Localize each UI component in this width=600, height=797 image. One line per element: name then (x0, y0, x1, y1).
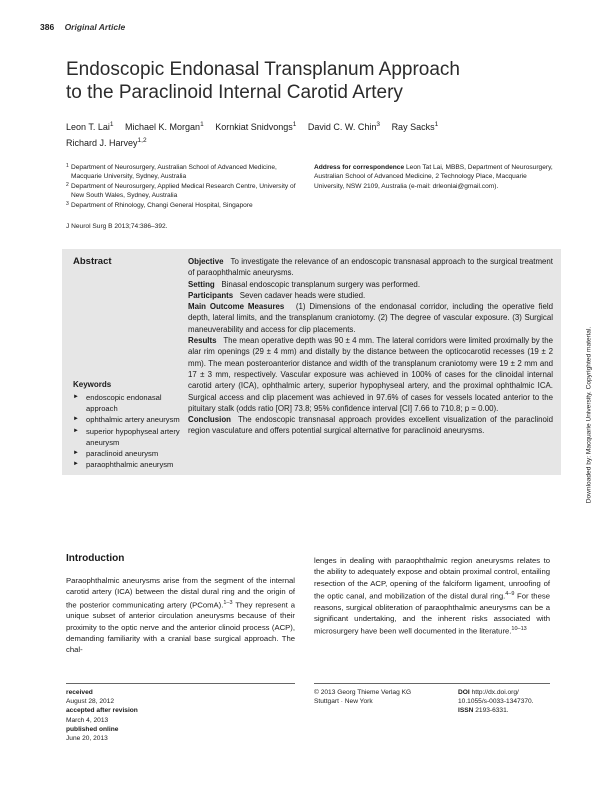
keyword-item: ► paraclinoid aneurysm (73, 448, 185, 459)
author: Leon T. Lai$^1$ (66, 121, 114, 132)
keywords-heading: Keywords (73, 380, 112, 389)
doi-link[interactable]: http://dx.doi.org/ (471, 689, 519, 696)
author-list (66, 118, 546, 150)
keyword-item: ► ophthalmic artery aneurysm (73, 414, 185, 425)
abstract-measures: Main Outcome Measures (1) Dimensions of the endonasal corridor, including the operative field depth, lateral limits, and the transplanum craniotomy. (2) The degree of vascular exposure. (3) Surgical maneuverability and access for clip placements. (188, 302, 553, 334)
keyword-item: ► endoscopic endonasal approach (73, 392, 185, 414)
correspondence-text: Leon Tat Lai, MBBS, Department of Neurosurgery, Australian School of Advanced Medicine, 2 Technology Place, Macquarie University, NSW 2109, Australia (e-mail: drleonlai@gmail.com). (314, 164, 553, 190)
introduction-column-1: Paraophthalmic aneurysms arise from the segment of the internal carotid artery (ICA) between the distal dural ring and the origin of the posterior communicating artery (PComA).$^{1-3}$ They represent a unique subset of anterior circulation aneurysms because of their proximity to the optic nerve and the anterior clinoid process (ACP), demanding familiarity with a cranial base surgical approach. The chal- (66, 576, 296, 655)
download-watermark-text: Downloaded by: Macquarie University. Copyrighted material. (585, 326, 593, 504)
download-watermark (582, 290, 596, 540)
abstract-conclusion: Conclusion The endoscopic transnasal approach provides excellent visualization of the paraclinoid region vasculature and offers potential surgical alternative for paraclinoid aneurysms. (188, 415, 553, 436)
abstract-participants: Participants Seven cadaver heads were studied. (188, 290, 366, 300)
doi-info: DOI http://dx.doi.org/ 10.1055/s-0033-1347370. ISSN 2193-6331. (458, 689, 534, 715)
author: Richard J. Harvey$^{1,2}$ (66, 137, 147, 148)
correspondence-label: Address for correspondence (314, 164, 405, 171)
article-dates: received August 28, 2012 accepted after revision March 4, 2013 published online June 20, 2013 (66, 689, 138, 743)
abstract-setting: Setting Binasal endoscopic transplanum surgery was performed. (188, 279, 421, 289)
introduction-column-2: lenges in dealing with paraophthalmic region aneurysms relates to the ability to adequately expose and obtain proximal control, entailing resection of the ACP, opening of the falciform ligament, unroofing of the optic canal, and mobilization of the distal dural ring.$^{4-9}$ For these reasons, surgical obliteration of paraophthalmic aneurysms can be a significant undertaking, and the inherent risks associated with microsurgery have been well documented in the literature.$^{10-13}$ (314, 556, 550, 636)
footer-rule-left (66, 683, 295, 684)
journal-citation: J Neurol Surg B 2013;74:386–392. (66, 223, 168, 230)
affiliations (66, 163, 296, 211)
section-label: Original Article (64, 22, 126, 32)
running-header (40, 22, 125, 32)
article-title (66, 58, 536, 104)
title-line-2: to the Paraclinoid Internal Carotid Artery (66, 82, 403, 103)
title-line-1: Endoscopic Endonasal Transplanum Approach (66, 59, 460, 80)
affiliation: 2 Department of Neurosurgery, Applied Medical Research Centre, University of New South Wales, Sydney, Australia (66, 181, 296, 200)
introduction-heading: Introduction (66, 553, 125, 564)
author: David C. W. Chin$^3$ (307, 121, 381, 132)
affiliation: 1 Department of Neurosurgery, Australian School of Advanced Medicine, Macquarie University, Sydney, Australia (66, 163, 277, 181)
author: Michael K. Morgan$^1$ (125, 121, 204, 132)
abstract-body (188, 256, 553, 437)
correspondence-address (314, 163, 554, 191)
affiliation: 3 Department of Rhinology, Changi General Hospital, Singapore (66, 200, 253, 209)
author: Ray Sacks$^1$ (391, 121, 439, 132)
abstract-heading: Abstract (73, 256, 112, 267)
author: Kornkiat Snidvongs$^1$ (215, 121, 297, 132)
keywords-list (73, 392, 185, 470)
footer-rule-right (314, 683, 550, 684)
keyword-item: ► superior hypophyseal artery aneurysm (73, 426, 185, 448)
abstract-results: Results The mean operative depth was 90 ± 4 mm. The lateral corridors were limited proximally by the alar rim openings (29 ± 4 mm) and distally by the distance between the opticocarotid recesses (19 ± 2 mm). The mean posteroanterior distance and width of the transplanum craniotomy were 19 ± 2 mm and 17 ± 3 mm, respectively. Vascular exposure was achieved in 100% of cases for the clinoidal internal carotid artery (ICA), ophthalmic artery, superior hypophyseal artery, and the proximal ophthalmic ICA. Surgical access and clip placement was achieved in 97.6% of cases for vessels located anterior to the pituitary stalk (odds ratio [OR] 73.8; 95% confidence interval [CI] 7.66 to 710.8; p = 0.00). (188, 336, 554, 413)
copyright-notice: © 2013 Georg Thieme Verlag KG Stuttgart · New York (314, 689, 412, 706)
abstract-objective: Objective To investigate the relevance of an endoscopic transnasal approach to the surgical treatment of paraophthalmic aneurysms. (188, 257, 553, 278)
keyword-item: ► paraophthalmic aneurysm (73, 459, 185, 470)
page-number: 386 (40, 22, 55, 32)
